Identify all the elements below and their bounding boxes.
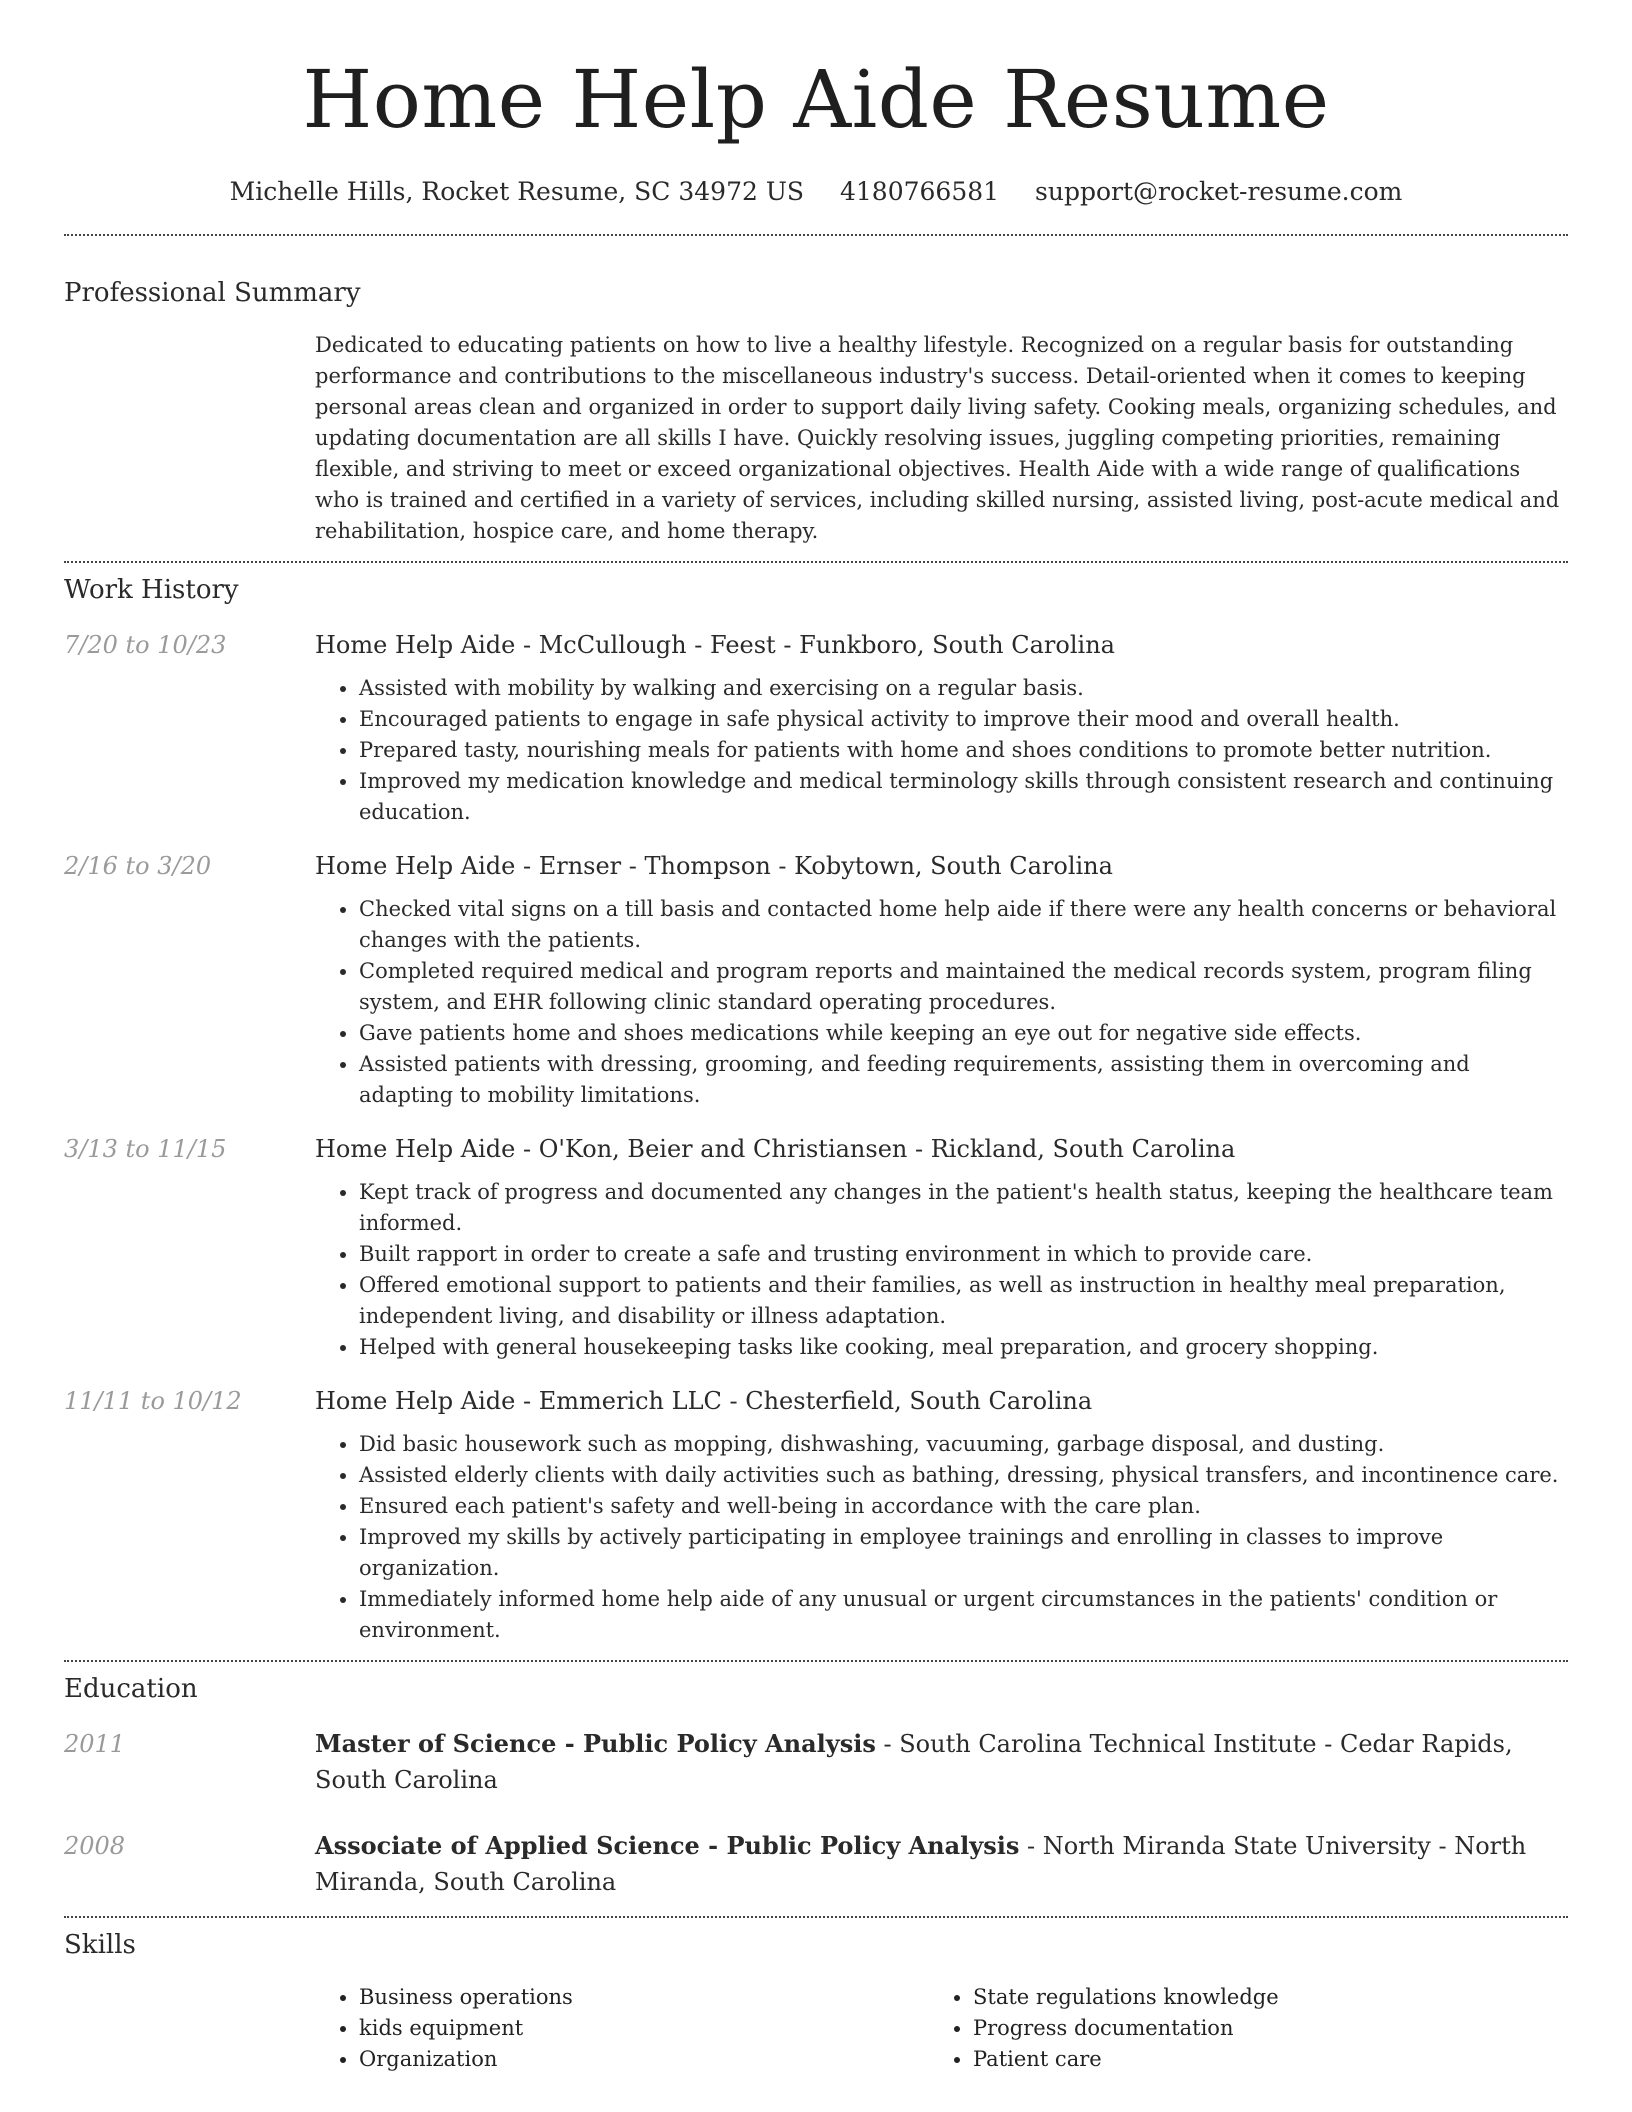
education-body: [315, 1726, 1568, 1798]
job-bullet: • Prepared tasty, nourishing meals for patients with home and shoes conditions to promote better nutrition.: [359, 735, 1568, 766]
skill-item: • Patient care: [973, 2044, 1543, 2075]
job-dates: 7/20 to 10/23: [64, 631, 227, 659]
job-title: Home Help Aide - McCullough - Feest - Funkboro, South Carolina: [315, 631, 1115, 659]
work-history-heading: Work History: [64, 575, 239, 605]
job-bullet: • Built rapport in order to create a safe and trusting environment in which to provide care.: [359, 1239, 1568, 1270]
job-bullet: • Did basic housework such as mopping, dishwashing, vacuuming, garbage disposal, and dusting.: [359, 1429, 1568, 1460]
education-year: 2008: [64, 1832, 126, 1860]
job-title: Home Help Aide - Ernser - Thompson - Kobytown, South Carolina: [315, 852, 1113, 880]
job-bullet: • Encouraged patients to engage in safe physical activity to improve their mood and overall health.: [359, 704, 1568, 735]
summary-heading: Professional Summary: [64, 278, 361, 308]
education-heading: Education: [64, 1674, 198, 1704]
education-year: 2011: [64, 1730, 126, 1758]
section-divider: [64, 561, 1568, 563]
job-bullets: [315, 894, 1568, 1111]
job-bullet: • Immediately informed home help aide of any unusual or urgent circumstances in the patients' condition or environment.: [359, 1584, 1568, 1646]
job-bullets: [315, 1429, 1568, 1646]
skill-item: • State regulations knowledge: [973, 1982, 1543, 2013]
education-entry: [64, 1828, 1568, 1900]
job-bullet: • Improved my medication knowledge and medical terminology skills through consistent research and continuing education.: [359, 766, 1568, 828]
job-bullet: • Completed required medical and program reports and maintained the medical records system, program filing system, and EHR following clinic standard operating procedures.: [359, 956, 1568, 1018]
job-entry: [64, 627, 1568, 828]
job-entry: [64, 1383, 1568, 1646]
job-body: [315, 627, 1568, 828]
education-section: [64, 1672, 1568, 1900]
job-title: Home Help Aide - O'Kon, Beier and Christiansen - Rickland, South Carolina: [315, 1135, 1236, 1163]
resume-header: [0, 0, 1632, 208]
section-divider: [64, 1660, 1568, 1662]
education-degree: Master of Science - Public Policy Analysis: [315, 1729, 876, 1758]
section-divider: [64, 234, 1568, 236]
job-bullet: • Checked vital signs on a till basis and contacted home help aide if there were any health concerns or behavioral changes with the patients.: [359, 894, 1568, 956]
education-body: [315, 1828, 1568, 1900]
job-body: [315, 1383, 1568, 1646]
contact-line: [0, 176, 1632, 208]
education-school: - South Carolina Technical Institute - Cedar Rapids, South Carolina: [315, 1730, 1513, 1794]
summary-section: [64, 276, 1568, 547]
section-divider: [64, 1916, 1568, 1918]
skill-item: • kids equipment: [359, 2013, 929, 2044]
job-dates: 11/11 to 10/12: [64, 1387, 242, 1415]
job-body: [315, 1131, 1568, 1363]
skills-heading: Skills: [64, 1930, 136, 1960]
contact-phone: 4180766581: [840, 177, 1000, 206]
job-bullet: • Gave patients home and shoes medications while keeping an eye out for negative side effects.: [359, 1018, 1568, 1049]
skill-item: • Progress documentation: [973, 2013, 1543, 2044]
education-school: - North Miranda State University - North Miranda, South Carolina: [315, 1832, 1527, 1896]
job-entry: [64, 1131, 1568, 1363]
contact-address: Michelle Hills, Rocket Resume, SC 34972 US: [229, 177, 805, 206]
contact-email: support@rocket-resume.com: [1035, 177, 1403, 206]
job-entry: [64, 848, 1568, 1111]
job-bullet: • Offered emotional support to patients and their families, as well as instruction in healthy meal preparation, independent living, and disability or illness adaptation.: [359, 1270, 1568, 1332]
summary-text: Dedicated to educating patients on how to live a healthy lifestyle. Recognized on a regular basis for outstanding performance and contributions to the miscellaneous industry's success. Detail-oriented when it comes to keeping personal areas clean and organized in order to support daily living safety. Cooking meals, organizing schedules, and updating documentation are all skills I have. Quickly resolving issues, juggling competing priorities, remaining flexible, and striving to meet or exceed organizational objectives. Health Aide with a wide range of qualifications who is trained and certified in a variety of services, including skilled nursing, assisted living, post-acute medical and rehabilitation, hospice care, and home therapy.: [315, 333, 1560, 543]
job-dates: 2/16 to 3/20: [64, 852, 212, 880]
skill-item: • Organization: [359, 2044, 929, 2075]
skill-item: • Business operations: [359, 1982, 929, 2013]
job-bullet: • Assisted with mobility by walking and exercising on a regular basis.: [359, 673, 1568, 704]
job-bullet: • Helped with general housekeeping tasks like cooking, meal preparation, and grocery shopping.: [359, 1332, 1568, 1363]
work-history-section: [64, 573, 1568, 1646]
job-bullet: • Assisted patients with dressing, grooming, and feeding requirements, assisting them in overcoming and adapting to mobility limitations.: [359, 1049, 1568, 1111]
job-bullets: [315, 673, 1568, 828]
resume-title: Home Help Aide Resume: [302, 53, 1330, 146]
skills-grid: [315, 1982, 1568, 2075]
job-bullet: • Improved my skills by actively participating in employee trainings and enrolling in classes to improve organization.: [359, 1522, 1568, 1584]
education-degree: Associate of Applied Science - Public Policy Analysis: [315, 1831, 1020, 1860]
education-entry: [64, 1726, 1568, 1798]
job-bullet: • Kept track of progress and documented any changes in the patient's health status, keeping the healthcare team informed.: [359, 1177, 1568, 1239]
job-bullet: • Ensured each patient's safety and well-being in accordance with the care plan.: [359, 1491, 1568, 1522]
skills-list-right: [929, 1982, 1543, 2075]
job-bullet: • Assisted elderly clients with daily activities such as bathing, dressing, physical transfers, and incontinence care.: [359, 1460, 1568, 1491]
job-bullets: [315, 1177, 1568, 1363]
job-dates: 3/13 to 11/15: [64, 1135, 227, 1163]
skills-list-left: [315, 1982, 929, 2075]
skills-section: [64, 1928, 1568, 2075]
job-body: [315, 848, 1568, 1111]
job-title: Home Help Aide - Emmerich LLC - Chesterfield, South Carolina: [315, 1387, 1093, 1415]
